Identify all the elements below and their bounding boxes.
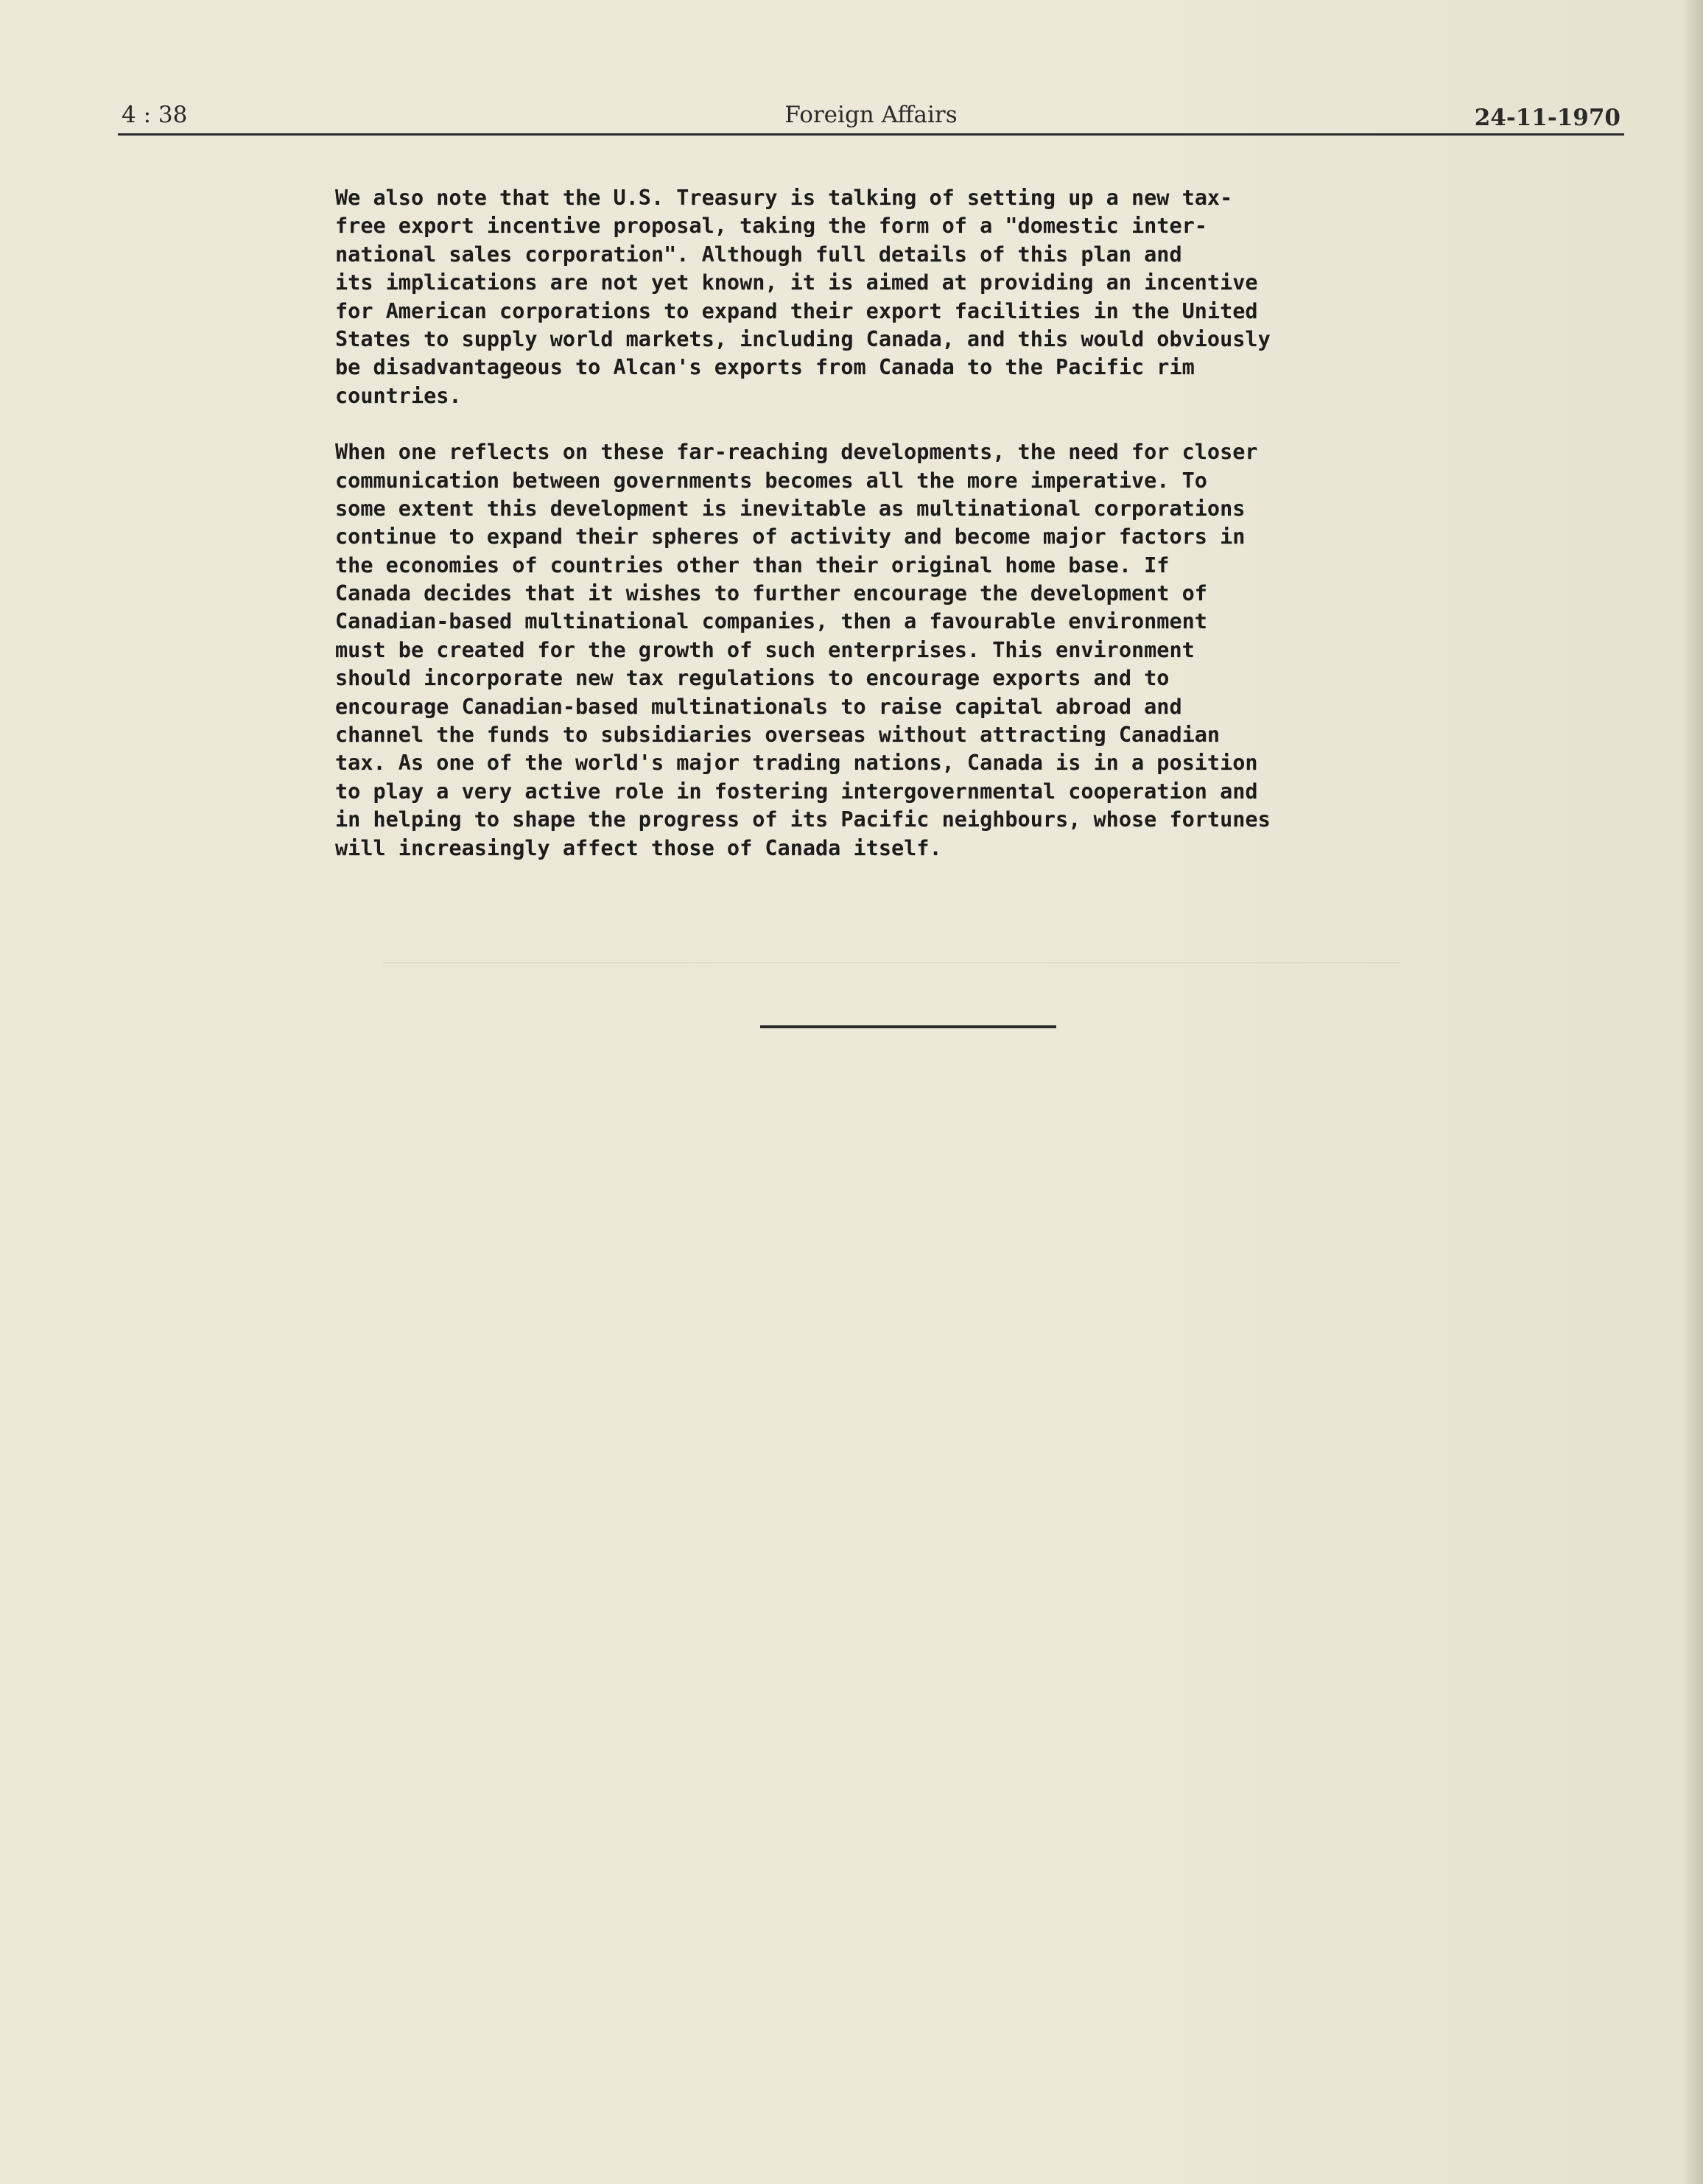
paragraph-1 (335, 184, 1411, 410)
page-number: 4 : 38 (122, 102, 188, 128)
text-line: to play a very active role in fostering intergovernmental cooperation and (335, 779, 1258, 804)
text-line: Canadian-based multinational companies, then a favourable environment (335, 609, 1207, 634)
text-line: We also note that the U.S. Treasury is talking of setting up a new tax- (335, 186, 1233, 210)
text-line: for American corporations to expand their export facilities in the United (335, 298, 1258, 323)
text-line: encourage Canadian-based multinationals to raise capital abroad and (335, 694, 1182, 719)
text-line: national sales corporation". Although full details of this plan and (335, 242, 1182, 267)
text-line: its implications are not yet known, it is aimed at providing an incentive (335, 270, 1258, 295)
text-line: be disadvantageous to Alcan's exports from Canada to the Pacific rim (335, 355, 1195, 380)
paragraph-2 (335, 438, 1411, 863)
body-text (335, 184, 1411, 891)
text-line: tax. As one of the world's major trading nations, Canada is in a position (335, 751, 1258, 776)
text-line: When one reflects on these far-reaching developments, the need for closer (335, 440, 1258, 465)
text-line: in helping to shape the progress of its Pacific neighbours, whose fortunes (335, 807, 1271, 832)
page-edge-shadow (1682, 0, 1703, 2184)
text-line: channel the funds to subsidiaries overseas without attracting Canadian (335, 723, 1221, 748)
text-line: free export incentive proposal, taking the form of a "domestic inter- (335, 214, 1207, 239)
text-line: should incorporate new tax regulations to encourage exports and to (335, 666, 1170, 691)
end-of-section-rule (760, 1025, 1056, 1028)
text-line: countries. (335, 383, 462, 408)
text-line: continue to expand their spheres of activity and become major factors in (335, 524, 1246, 549)
text-line: the economies of countries other than their original home base. If (335, 552, 1170, 577)
header-rule (118, 133, 1624, 136)
issue-date: 24-11-1970 (1474, 105, 1621, 131)
text-line: will increasingly affect those of Canada itself. (335, 835, 942, 860)
publication-title: Foreign Affairs (784, 102, 958, 128)
page-header (122, 102, 1621, 134)
text-line: communication between governments becomes all the more imperative. To (335, 468, 1207, 493)
text-line: States to supply world markets, including Canada, and this would obviously (335, 326, 1271, 351)
text-line: Canada decides that it wishes to further encourage the development of (335, 581, 1207, 606)
text-line: some extent this development is inevitable as multinational corporations (335, 496, 1246, 521)
text-line: must be created for the growth of such enterprises. This environment (335, 637, 1195, 662)
